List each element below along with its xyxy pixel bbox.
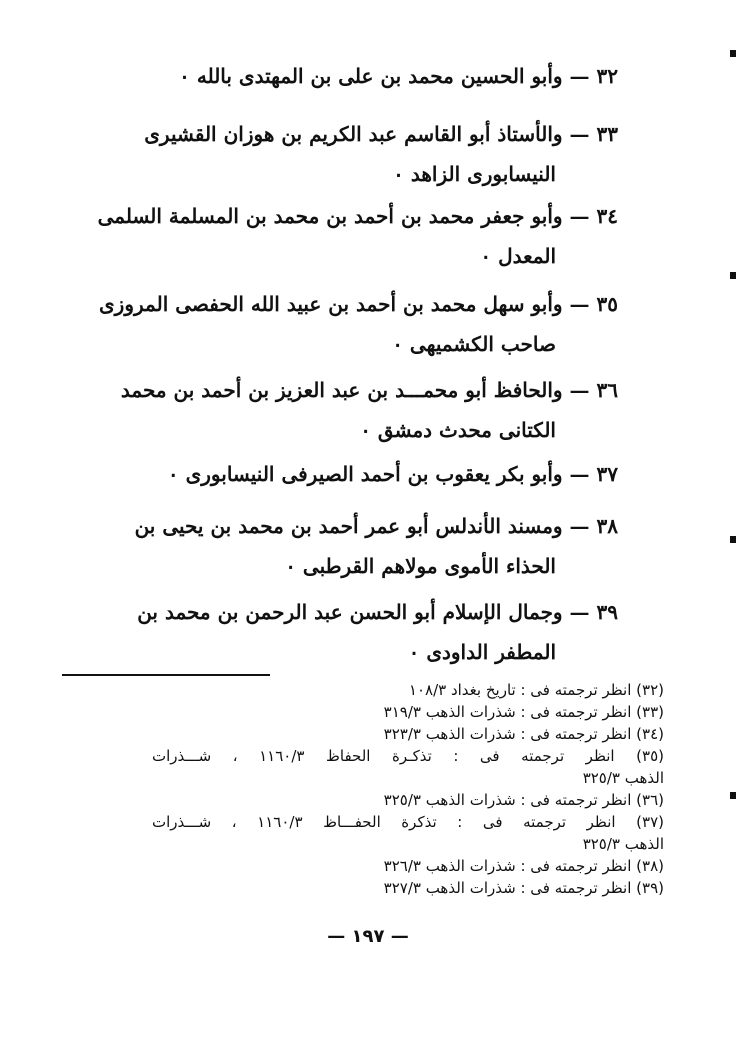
entry-line: ٣٦ — والحافظ أبو محمـــد بن عبد العزيز بن أحمد بن محمد (120, 378, 618, 402)
footnote-separator (62, 674, 270, 676)
footnote-35-continued: الذهب ٣٢٥/٣ (582, 769, 664, 787)
entry-36 (120, 370, 618, 450)
entry-line-continued: المعدل ٠ (480, 244, 556, 268)
entry-line-continued: المطفر الداودى ٠ (408, 640, 556, 664)
entry-line-continued: الكتانى محدث دمشق ٠ (360, 418, 556, 442)
entry-34 (97, 196, 618, 276)
footnote-35: (٣٥) انظر ترجمته فى : تذكـرة الحفاظ ١١٦٠/٣ ، شـــذرات (152, 747, 664, 765)
scan-edge-mark (730, 536, 736, 543)
entry-37 (148, 454, 618, 494)
entry-line: ٣٩ — وجمال الإسلام أبو الحسن عبد الرحمن بن محمد بن (137, 600, 618, 624)
footnote-38: (٣٨) انظر ترجمته فى : شذرات الذهب ٣٢٦/٣ (383, 857, 664, 875)
entry-line: ٣٥ — وأبو سهل محمد بن أحمد بن عبيد الله الحفصى المروزى (99, 292, 618, 316)
entry-35 (99, 284, 618, 364)
entry-38 (134, 506, 618, 586)
entry-line: ٣٧ — وأبو بكر يعقوب بن أحمد الصيرفى النيسابورى ٠ (167, 462, 618, 486)
scan-edge-mark (730, 792, 736, 799)
footnote-39: (٣٩) انظر ترجمته فى : شذرات الذهب ٣٢٧/٣ (383, 879, 664, 897)
footnote-37: (٣٧) انظر ترجمته فى : تذكرة الحفـــاظ ١١٦٠/٣ ، شـــذرات (152, 813, 664, 831)
entry-line: ٣٢ — وأبو الحسين محمد بن على بن المهتدى بالله ٠ (179, 64, 618, 88)
entry-33 (144, 114, 618, 194)
entry-line: ٣٤ — وأبو جعفر محمد بن أحمد بن محمد بن المسلمة السلمى (97, 204, 618, 228)
entry-line: ٣٣ — والأستاذ أبو القاسم عبد الكريم بن هوزان القشيرى (144, 122, 618, 146)
entry-32 (148, 56, 618, 96)
footnote-32: (٣٢) انظر ترجمته فى : تاريخ بغداد ١٠٨/٣ (408, 681, 664, 699)
entry-line-continued: صاحب الكشميهى ٠ (392, 332, 556, 356)
footnote-36: (٣٦) انظر ترجمته فى : شذرات الذهب ٣٢٥/٣ (383, 791, 664, 809)
entry-39 (137, 592, 618, 672)
page-number: — ١٩٧ — (327, 926, 409, 947)
entry-line-continued: النيسابورى الزاهد ٠ (393, 162, 556, 186)
footnote-33: (٣٣) انظر ترجمته فى : شذرات الذهب ٣١٩/٣ (383, 703, 664, 721)
entry-line-continued: الحذاء الأموى مولاهم القرطبى ٠ (285, 554, 556, 578)
entry-line: ٣٨ — ومسند الأندلس أبو عمر أحمد بن محمد بن يحيى بن (134, 514, 618, 538)
footnote-34: (٣٤) انظر ترجمته فى : شذرات الذهب ٣٢٣/٣ (383, 725, 664, 743)
scan-edge-mark (730, 272, 736, 279)
footnote-37-continued: الذهب ٣٢٥/٣ (582, 835, 664, 853)
scan-edge-mark (730, 50, 736, 57)
